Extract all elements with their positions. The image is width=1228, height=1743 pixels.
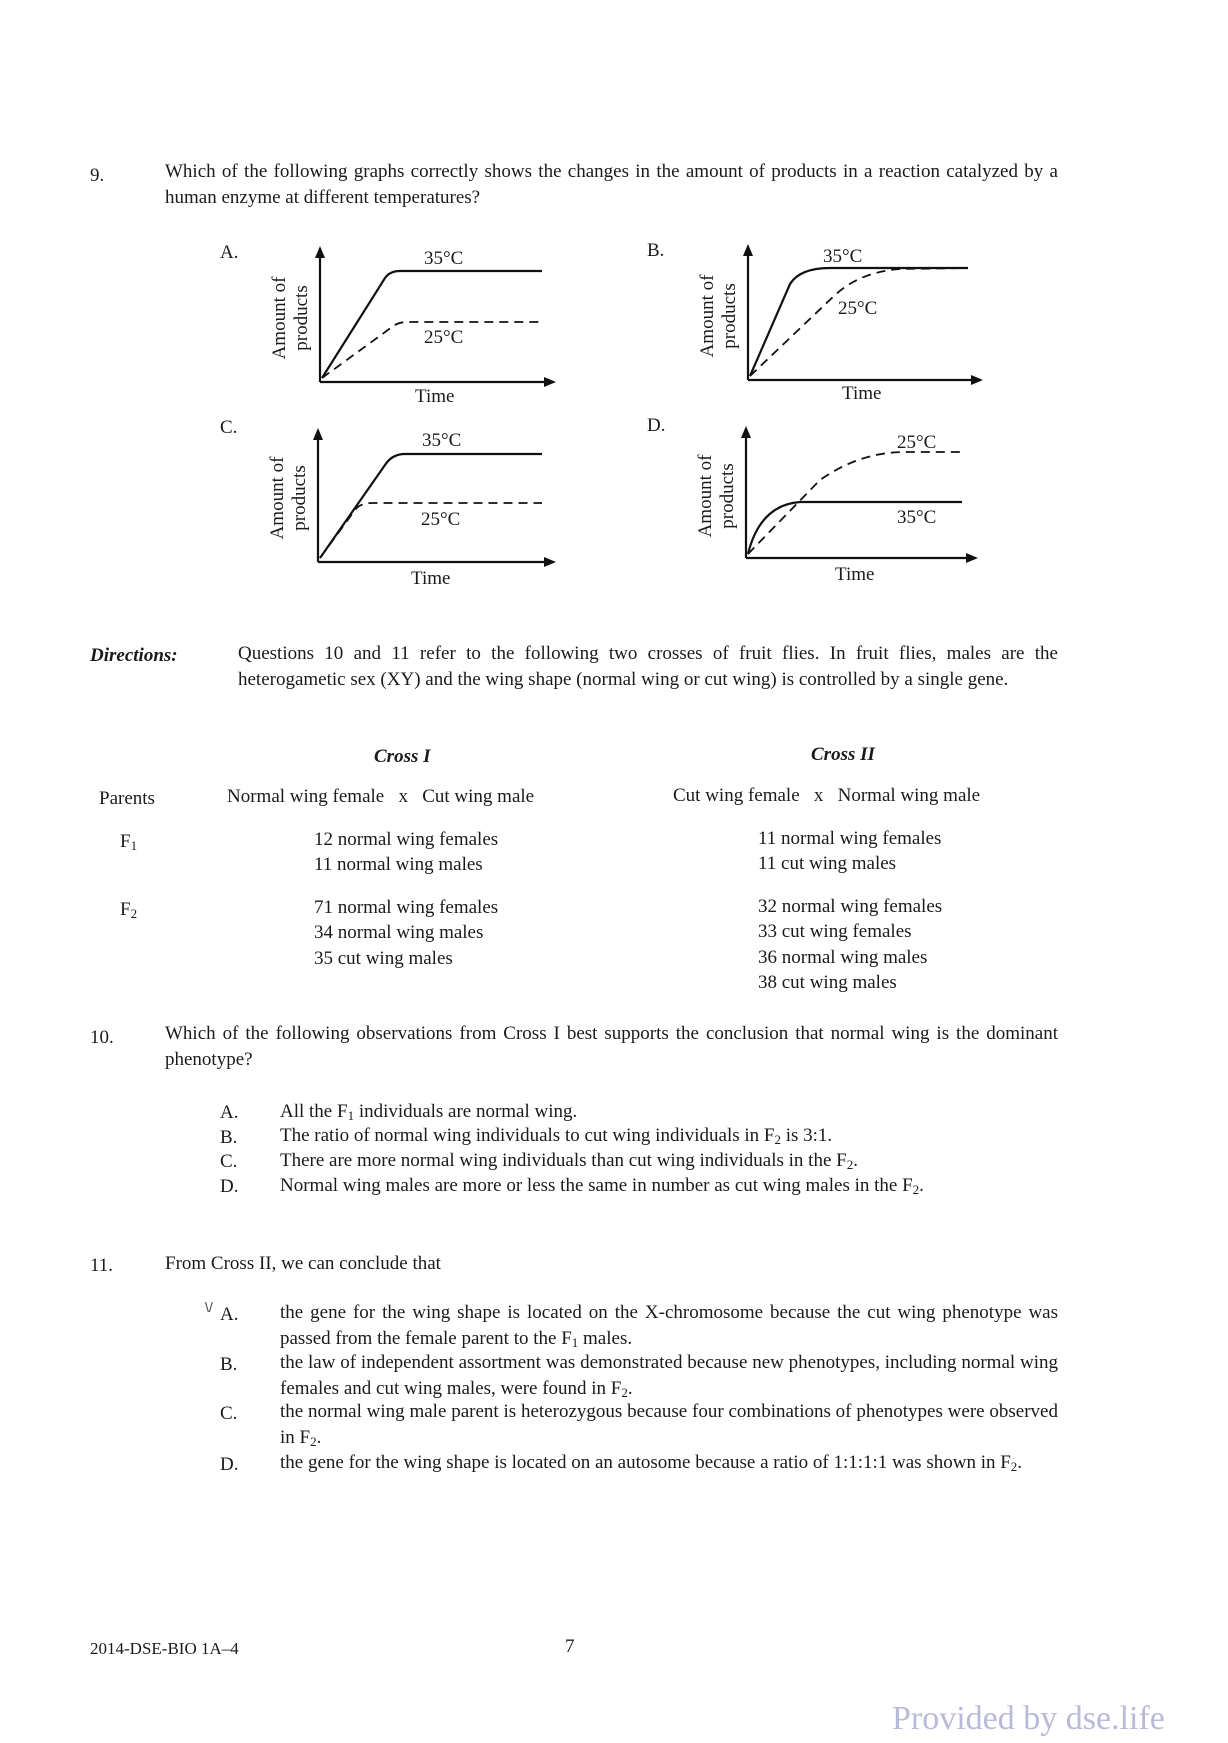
question-11-text: From Cross II, we can conclude that <box>165 1253 441 1274</box>
q10-option-a-text[interactable]: All the $F_1$ individuals are normal wing. <box>280 1101 578 1123</box>
q11-option-d-letter[interactable]: D. <box>220 1454 239 1475</box>
x-axis-arrow <box>544 557 556 567</box>
y-axis-label-1: Amount of <box>695 454 716 538</box>
graph-c <box>258 420 568 595</box>
label-35c: 35°C <box>897 507 937 528</box>
cross-1-f2-line-1: 71 normal wing females <box>314 897 499 918</box>
x-axis-arrow <box>971 375 983 385</box>
question-10-number: 10. <box>90 1027 114 1048</box>
x-axis-label: Time <box>415 386 455 407</box>
q10-option-d-letter[interactable]: D. <box>220 1176 239 1197</box>
y-axis-arrow <box>743 244 753 256</box>
y-axis-arrow <box>315 246 325 258</box>
x-axis-label: Time <box>842 383 882 404</box>
handwritten-tick-mark: \/ <box>205 1299 213 1315</box>
y-axis-arrow <box>313 428 323 440</box>
q11-option-c-letter[interactable]: C. <box>220 1403 238 1424</box>
watermark: Provided by dse.life <box>892 1700 1165 1737</box>
question-9-number: 9. <box>90 165 105 186</box>
q11-option-a-letter[interactable]: A. <box>220 1304 239 1325</box>
cross-1-parents: Normal wing female x Cut wing male <box>227 786 535 807</box>
q11-option-b-text[interactable]: the law of independent assortment was demonstrated because new phenotypes, including normal wing females and cut wing males, were found in $F_2$. <box>280 1352 1058 1400</box>
graph-b <box>688 238 988 413</box>
directions-label: Directions: <box>90 645 178 666</box>
cross-1-f1-line-2: 11 normal wing males <box>314 854 483 875</box>
graph-a-label[interactable]: A. <box>220 242 239 263</box>
question-10-text: Which of the following observations from Cross I best supports the conclusion that normal wing is the dominant phenotype? <box>165 1023 1058 1070</box>
x-axis-label: Time <box>411 568 451 589</box>
parents-label: Parents <box>99 788 155 809</box>
label-25c: 25°C <box>421 509 461 530</box>
q11-option-d-text[interactable]: the gene for the wing shape is located on an autosome because a ratio of 1:1:1:1 was shown in $F_2$. <box>280 1452 1023 1474</box>
graph-a <box>258 238 568 413</box>
cross-2-f1-line-2: 11 cut wing males <box>758 853 897 874</box>
graph-b-label[interactable]: B. <box>647 240 665 261</box>
y-axis-label-2: products <box>289 465 310 531</box>
curve-35c <box>322 271 542 378</box>
cross-2-parents: Cut wing female x Normal wing male <box>673 785 981 806</box>
label-35c: 35°C <box>424 248 464 269</box>
cross-2-f2-line-1: 32 normal wing females <box>758 896 943 917</box>
label-35c: 35°C <box>422 430 462 451</box>
question-9-text: Which of the following graphs correctly shows the changes in the amount of products in a reaction catalyzed by a human enzyme at different temperatures? <box>165 161 1058 208</box>
cross-2-f2-line-2: 33 cut wing females <box>758 921 912 942</box>
y-axis-label-1: Amount of <box>267 456 288 540</box>
x-axis-label: Time <box>835 564 875 585</box>
q10-option-c-letter[interactable]: C. <box>220 1151 238 1172</box>
curve-35c <box>320 454 542 558</box>
cross-2-f1-line-1: 11 normal wing females <box>758 828 942 849</box>
label-25c: 25°C <box>838 298 878 319</box>
label-25c: 25°C <box>424 327 464 348</box>
q10-option-d-text[interactable]: Normal wing males are more or less the same in number as cut wing males in the $F_2$. <box>280 1175 924 1197</box>
label-35c: 35°C <box>823 246 863 267</box>
y-axis-label-2: products <box>717 463 738 529</box>
x-axis-arrow <box>544 377 556 387</box>
cross-1-f2-line-2: 34 normal wing males <box>314 922 484 943</box>
curve-25c <box>750 268 968 376</box>
q10-option-b-text[interactable]: The ratio of normal wing individuals to cut wing individuals in $F_2$ is 3:1. <box>280 1125 833 1147</box>
y-axis-arrow <box>741 426 751 438</box>
y-axis-label-1: Amount of <box>269 276 290 360</box>
page-number: 7 <box>565 1636 575 1657</box>
curve-35c <box>750 268 968 376</box>
graph-c-label[interactable]: C. <box>220 417 238 438</box>
f2-label: $F_2$ <box>120 899 138 921</box>
cross-2-f2-line-3: 36 normal wing males <box>758 947 928 968</box>
directions-text: Questions 10 and 11 refer to the following two crosses of fruit flies. In fruit flies, males are the heterogametic sex (XY) and the wing shape (normal wing or cut wing) is controlled by a single gene. <box>238 643 1058 690</box>
y-axis-label-2: products <box>719 283 740 349</box>
cross-1-title: Cross I <box>374 746 431 767</box>
paper-code: 2014-DSE-BIO 1A–4 <box>90 1639 239 1658</box>
y-axis-label-2: products <box>291 285 312 351</box>
q11-option-a-text[interactable]: the gene for the wing shape is located on the X-chromosome because the cut wing phenotype was passed from the female parent to the $F_1$ males. <box>280 1302 1058 1350</box>
cross-2-title: Cross II <box>811 744 875 765</box>
label-25c: 25°C <box>897 432 937 453</box>
question-11-number: 11. <box>90 1255 114 1276</box>
graph-d <box>688 418 988 593</box>
q10-option-c-text[interactable]: There are more normal wing individuals than cut wing individuals in the $F_2$. <box>280 1150 858 1172</box>
q10-option-a-letter[interactable]: A. <box>220 1102 239 1123</box>
q11-option-b-letter[interactable]: B. <box>220 1354 238 1375</box>
q11-option-c-text[interactable]: the normal wing male parent is heterozygous because four combinations of phenotypes were observed in $F_2$. <box>280 1401 1058 1449</box>
cross-1-f1-line-1: 12 normal wing females <box>314 829 499 850</box>
x-axis-arrow <box>966 553 978 563</box>
graph-d-label[interactable]: D. <box>647 415 666 436</box>
f1-label: $F_1$ <box>120 831 138 853</box>
y-axis-label-1: Amount of <box>697 274 718 358</box>
q10-option-b-letter[interactable]: B. <box>220 1127 238 1148</box>
cross-2-f2-line-4: 38 cut wing males <box>758 972 897 993</box>
cross-1-f2-line-3: 35 cut wing males <box>314 948 453 969</box>
